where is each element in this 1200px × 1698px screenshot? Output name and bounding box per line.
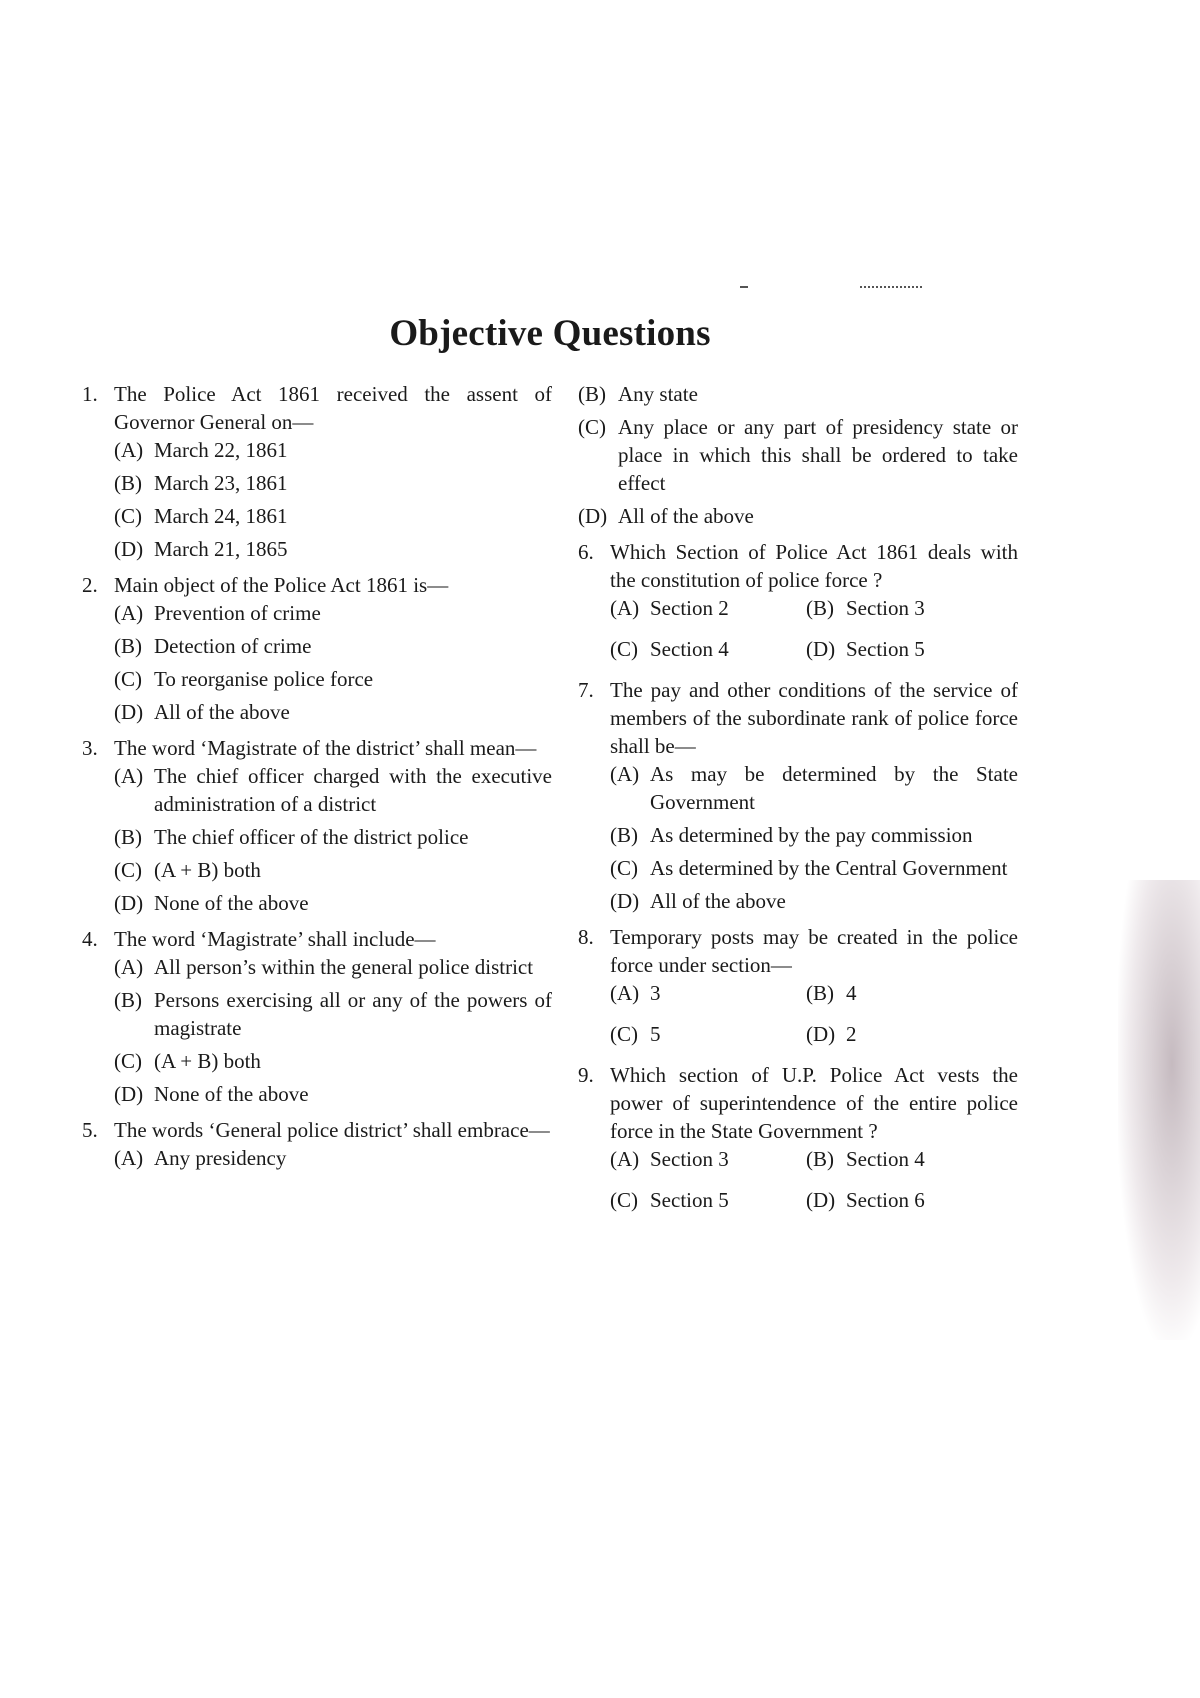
question-number: 7. — [578, 678, 594, 702]
right-column — [578, 380, 1018, 1227]
question-5-continued — [578, 380, 1018, 530]
option: (A) All person’s within the general police district — [114, 955, 534, 979]
question-number: 1. — [82, 382, 98, 406]
option: (A) 3 — [610, 981, 661, 1005]
option: (A) Section 3 — [610, 1147, 729, 1171]
question-5 — [82, 1116, 552, 1172]
scan-smudge — [1118, 880, 1200, 1340]
option: (A) The chief officer charged with the executive administration of a district — [114, 764, 552, 816]
question-text: The word ‘Magistrate’ shall include— — [114, 927, 436, 951]
option: (D) None of the above — [114, 1082, 309, 1106]
option: (A) March 22, 1861 — [114, 438, 288, 462]
question-1 — [82, 380, 552, 563]
option: (A) Any presidency — [114, 1146, 287, 1170]
option: (A) As may be determined by the State Government — [610, 762, 1018, 814]
option: (D) 2 — [806, 1022, 857, 1046]
page-title: Objective Questions — [389, 313, 711, 354]
question-number: 5. — [82, 1118, 98, 1142]
question-number: 2. — [82, 573, 98, 597]
option: (C) Section 5 — [610, 1188, 729, 1212]
header-rule-dots — [860, 286, 922, 288]
option: (D) All of the above — [114, 700, 290, 724]
option: (C) (A + B) both — [114, 858, 261, 882]
question-number: 9. — [578, 1063, 594, 1087]
question-3 — [82, 734, 552, 917]
option: (C) 5 — [610, 1022, 661, 1046]
question-number: 4. — [82, 927, 98, 951]
option: (B) Persons exercising all or any of the powers of magistrate — [114, 988, 552, 1040]
question-text: Which section of U.P. Police Act vests the power of superintendence of the entire police force in the State Government ? — [610, 1063, 1018, 1143]
option: (C) Section 4 — [610, 637, 729, 661]
option: (C) Any place or any part of presidency state or place in which this shall be ordered to take effect — [578, 415, 1018, 495]
option: (A) Section 2 — [610, 596, 729, 620]
left-column — [82, 380, 552, 1180]
question-number: 6. — [578, 540, 594, 564]
option: (C) To reorganise police force — [114, 667, 374, 691]
option: (B) Section 3 — [806, 596, 925, 620]
option: (B) As determined by the pay commission — [610, 823, 973, 847]
header-rule-mark — [740, 286, 748, 288]
option: (B) Any state — [578, 382, 698, 406]
option: (A) Prevention of crime — [114, 601, 321, 625]
question-7 — [578, 676, 1018, 915]
option: (D) All of the above — [610, 889, 786, 913]
question-number: 3. — [82, 736, 98, 760]
question-6 — [578, 538, 1018, 668]
option: (C) As determined by the Central Government — [610, 856, 1008, 880]
question-2 — [82, 571, 552, 726]
option: (B) The chief officer of the district police — [114, 825, 469, 849]
option: (D) March 21, 1865 — [114, 537, 288, 561]
question-text: Which Section of Police Act 1861 deals with the constitution of police force ? — [610, 540, 1018, 592]
question-text: The word ‘Magistrate of the district’ shall mean— — [114, 736, 537, 760]
question-8 — [578, 923, 1018, 1053]
option: (D) None of the above — [114, 891, 309, 915]
question-text: The Police Act 1861 received the assent of Governor General on— — [114, 382, 552, 434]
option: (B) 4 — [806, 981, 857, 1005]
option: (D) Section 5 — [806, 637, 925, 661]
question-9 — [578, 1061, 1018, 1219]
option: (D) Section 6 — [806, 1188, 925, 1212]
question-4 — [82, 925, 552, 1108]
option: (B) Detection of crime — [114, 634, 312, 658]
option: (B) March 23, 1861 — [114, 471, 288, 495]
question-text: Main object of the Police Act 1861 is— — [114, 573, 449, 597]
option: (B) Section 4 — [806, 1147, 925, 1171]
option: (C) (A + B) both — [114, 1049, 261, 1073]
option: (D) All of the above — [578, 504, 754, 528]
question-text: Temporary posts may be created in the police force under section— — [610, 925, 1018, 977]
question-text: The pay and other conditions of the service of members of the subordinate rank of police force shall be— — [610, 678, 1018, 758]
question-text: The words ‘General police district’ shall embrace— — [114, 1118, 550, 1142]
question-number: 8. — [578, 925, 594, 949]
option: (C) March 24, 1861 — [114, 504, 288, 528]
